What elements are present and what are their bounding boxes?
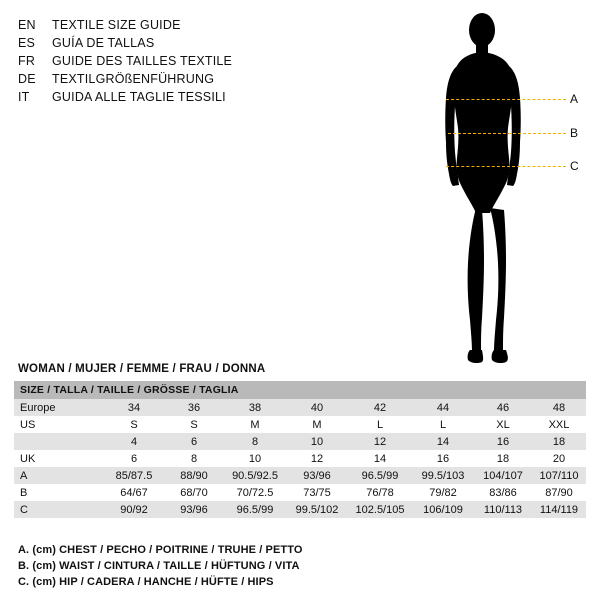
legend-row-b: B. (cm) WAIST / CINTURA / TAILLE / HÜFTUNG / VITA (18, 560, 300, 572)
language-list (18, 16, 318, 106)
language-text: TEXTILE SIZE GUIDE (52, 18, 181, 32)
cell: M (286, 416, 348, 433)
cell: 14 (412, 433, 474, 450)
cell: 18 (532, 433, 586, 450)
cell: 6 (164, 433, 224, 450)
measure-line-hip (446, 166, 566, 167)
language-code: DE (18, 72, 36, 86)
row-label: B (14, 484, 104, 501)
row-label: US (14, 416, 104, 433)
size-table (14, 381, 586, 518)
cell: L (348, 416, 412, 433)
section-title: WOMAN / MUJER / FEMME / FRAU / DONNA (18, 363, 266, 375)
table-row (14, 399, 586, 416)
row-label: Europe (14, 399, 104, 416)
cell: 40 (286, 399, 348, 416)
cell: 73/75 (286, 484, 348, 501)
cell: 70/72.5 (224, 484, 286, 501)
cell: 76/78 (348, 484, 412, 501)
cell: 34 (104, 399, 164, 416)
cell: 96.5/99 (348, 467, 412, 484)
cell: 85/87.5 (104, 467, 164, 484)
cell: 90/92 (104, 501, 164, 518)
table-row (14, 484, 586, 501)
cell: S (164, 416, 224, 433)
female-silhouette-figure (420, 8, 595, 378)
measure-line-waist (448, 133, 566, 134)
language-code: EN (18, 18, 36, 32)
cell: 93/96 (164, 501, 224, 518)
measure-line-chest (446, 99, 566, 100)
row-label: UK (14, 450, 104, 467)
language-text: GUIDA ALLE TAGLIE TESSILI (52, 90, 226, 104)
language-row (18, 52, 318, 70)
cell: 68/70 (164, 484, 224, 501)
language-text: TEXTILGRÖßENFÜHRUNG (52, 72, 215, 86)
language-code: FR (18, 54, 36, 68)
table-row (14, 450, 586, 467)
cell: 4 (104, 433, 164, 450)
cell: 99.5/102 (286, 501, 348, 518)
language-text: GUÍA DE TALLAS (52, 36, 155, 50)
cell: 106/109 (412, 501, 474, 518)
cell: 64/67 (104, 484, 164, 501)
table-row (14, 501, 586, 518)
cell: M (224, 416, 286, 433)
cell: 44 (412, 399, 474, 416)
cell: 8 (164, 450, 224, 467)
cell: 20 (532, 450, 586, 467)
cell: S (104, 416, 164, 433)
cell: 12 (348, 433, 412, 450)
cell: 18 (474, 450, 532, 467)
cell: 14 (348, 450, 412, 467)
cell: 79/82 (412, 484, 474, 501)
cell: 12 (286, 450, 348, 467)
language-code: IT (18, 90, 30, 104)
cell: 48 (532, 399, 586, 416)
cell: 83/86 (474, 484, 532, 501)
cell: L (412, 416, 474, 433)
language-row (18, 34, 318, 52)
cell: 88/90 (164, 467, 224, 484)
cell: 10 (224, 450, 286, 467)
row-label: C (14, 501, 104, 518)
row-label: A (14, 467, 104, 484)
size-table-container (14, 381, 586, 518)
measure-label-b: B (570, 126, 579, 140)
table-row (14, 467, 586, 484)
cell: 46 (474, 399, 532, 416)
measurement-legend (18, 542, 578, 590)
table-row (14, 416, 586, 433)
cell: XXL (532, 416, 586, 433)
table-header-row (14, 381, 586, 399)
language-row (18, 70, 318, 88)
cell: 110/113 (474, 501, 532, 518)
cell: 96.5/99 (224, 501, 286, 518)
cell: 38 (224, 399, 286, 416)
cell: 16 (412, 450, 474, 467)
cell: 10 (286, 433, 348, 450)
cell: 8 (224, 433, 286, 450)
cell: 114/119 (532, 501, 586, 518)
cell: 99.5/103 (412, 467, 474, 484)
cell: 6 (104, 450, 164, 467)
measure-label-c: C (570, 159, 579, 173)
cell: 107/110 (532, 467, 586, 484)
cell: 36 (164, 399, 224, 416)
cell: XL (474, 416, 532, 433)
body-silhouette-icon (420, 8, 595, 378)
language-text: GUIDE DES TAILLES TEXTILE (52, 54, 233, 68)
measure-label-a: A (570, 92, 579, 106)
table-row (14, 433, 586, 450)
legend-row-a: A. (cm) CHEST / PECHO / POITRINE / TRUHE / PETTO (18, 544, 303, 556)
legend-row-c: C. (cm) HIP / CADERA / HANCHE / HÜFTE / HIPS (18, 576, 274, 588)
cell: 104/107 (474, 467, 532, 484)
cell: 102.5/105 (348, 501, 412, 518)
cell: 16 (474, 433, 532, 450)
cell: 87/90 (532, 484, 586, 501)
language-code: ES (18, 36, 36, 50)
cell: 42 (348, 399, 412, 416)
cell: 93/96 (286, 467, 348, 484)
language-row (18, 16, 318, 34)
cell: 90.5/92.5 (224, 467, 286, 484)
row-label (14, 433, 104, 450)
language-row (18, 88, 318, 106)
table-header-label: SIZE / TALLA / TAILLE / GRÖSSE / TAGLIA (14, 381, 586, 399)
